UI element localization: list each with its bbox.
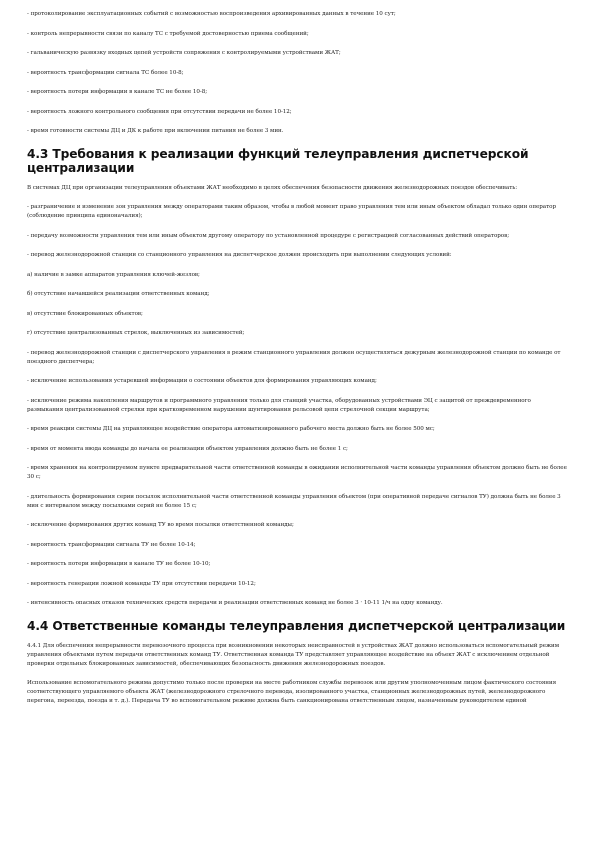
list-item: - вероятность трансформации сигнала ТС более 10-8; <box>27 69 184 76</box>
list-item: - вероятность ложного контрольного сообщения при отсутствии передачи не более 10-12; <box>27 108 292 115</box>
list-item: - перевод железнодорожной станции со станционного управления на диспетчерское должен происходить при выполнении следующих условий: <box>27 252 452 258</box>
list-item: - интенсивность опасных отказов технических средств передачи и реализации ответственных команд не более 3 · 10-11 1/ч на одну команду. <box>27 600 443 606</box>
list-item: - исключение формирования других команд ТУ во время посылки ответственной команды; <box>27 522 294 528</box>
list-item: - разграничение и изменение зон управления между операторами таким образом, чтобы в любой момент право управления тем или иным объектом обладал только один оператор (соблюдение принципа единоначалия); <box>27 204 556 219</box>
paragraph: Использование вспомогательного режима допустимо только после проверки на месте работником службы перевозок или другим уполномоченным лицом фактического состояния соответствующего управляемого объекта ЖАТ (железнодорожного стрелочного перевода, изолированного участка, станционных железнодорожных путей, железнодорожного перегона, переезда, поезда и т. д.). Передача ТУ во вспомогательном режиме должна быть санкционирована ответственным лицом, назначенным руководителем единой <box>27 680 557 704</box>
list-item: г) отсутствие централизованных стрелок, выключенных из зависимостей; <box>27 330 245 336</box>
list-item: - длительность формирования серии посылок исполнительной части ответственной команды управления объектом (при оперативной передаче сигналов ТУ) должна быть не более 3 мин с интервалом между посылками серий не более 15 с; <box>27 493 561 509</box>
section-heading-4-4: 4.4 Ответственные команды телеуправления диспетчерской централизации <box>27 618 566 633</box>
list-item: - контроль непрерывности связи по каналу ТС с требуемой достоверностью приема сообщений; <box>27 30 309 37</box>
document-page <box>27 10 567 717</box>
list-item: а) наличие в замке аппаратов управления ключей-жезлов; <box>27 271 200 278</box>
list-item: - время готовности системы ДЦ и ДК к работе при включении питания не более 3 мин. <box>27 128 284 134</box>
list-item: - исключение использования устаревшей информации о состоянии объектов для формирования управляющих команд; <box>27 378 377 384</box>
list-item: - гальваническую развязку входных цепей устройств сопряжения с контролируемыми устройствами ЖАТ; <box>27 50 341 56</box>
list-item: - протоколирование эксплуатационных событий с возможностью воспроизведения архивированных данных в течение 10 сут; <box>27 11 396 17</box>
list-item: - вероятность потери информации в канале ТС не более 10-8; <box>27 89 208 95</box>
section-heading-4-3: 4.3 Требования к реализации функций телеуправления диспетчерской централизации <box>27 146 529 175</box>
paragraph: В системах ДЦ при организации телеуправления объектами ЖАТ необходимо в целях обеспечения безопасности движения железнодорожных поездов обеспечивать: <box>27 184 518 191</box>
paragraph: 4.4.1 Для обеспечения непрерывности перевозочного процесса при возникновении некоторых неисправностей в устройствах ЖАТ должно использоваться вспомогательный режим управления объектами путем передачи ответственных команд ТУ. Ответственная команда ТУ представляет управляющее воздействие на объект ЖАТ с исключением отдельной проверки отдельных блокированных зависимостей, обеспечивающих безопасность движения железнодорожных поездов. <box>27 642 560 667</box>
list-item: - вероятность потери информации в канале ТУ не более 10-10; <box>27 561 211 567</box>
list-item: - перевод железнодорожной станции с диспетчерского управления в режим станционного управления должен осуществляться дежурным железнодорожной станции по команде от поездного диспетчера; <box>27 349 561 365</box>
list-item: - вероятность трансформации сигнала ТУ не более 10-14; <box>27 541 196 548</box>
list-item: - время реакции системы ДЦ на управляющее воздействие оператора автоматизированного рабочего места должно быть не более 500 мс; <box>27 426 435 432</box>
list-item: б) отсутствие начавшейся реализации ответственных команд; <box>27 291 210 297</box>
list-item: - исключение режима накопления маршрутов и программного управления только для станций участка, оборудованных устройствами ЭЦ с защитой от преждевременного размыкания централизованной стрелки при кратковременном нарушении шунтирования рельсовой цепи стрелочной секции маршрута; <box>27 397 531 413</box>
list-item: - время от момента ввода команды до начала ее реализации объектом управления должно быть не более 1 с; <box>27 445 348 452</box>
list-item: - время хранения на контролируемом пункте предварительной части ответственной команды в ожидании исполнительной части команды управления объектом должно быть не более 30 с; <box>27 465 567 480</box>
list-item: - вероятность генерации ложной команды ТУ при отсутствии передачи 10-12; <box>27 580 256 587</box>
list-item: - передачу возможности управления тем или иным объектом другому оператору по установленной процедуре с регистрацией согласованных действий операторов; <box>27 232 510 239</box>
list-item: в) отсутствие блокированных объектов; <box>27 310 143 317</box>
